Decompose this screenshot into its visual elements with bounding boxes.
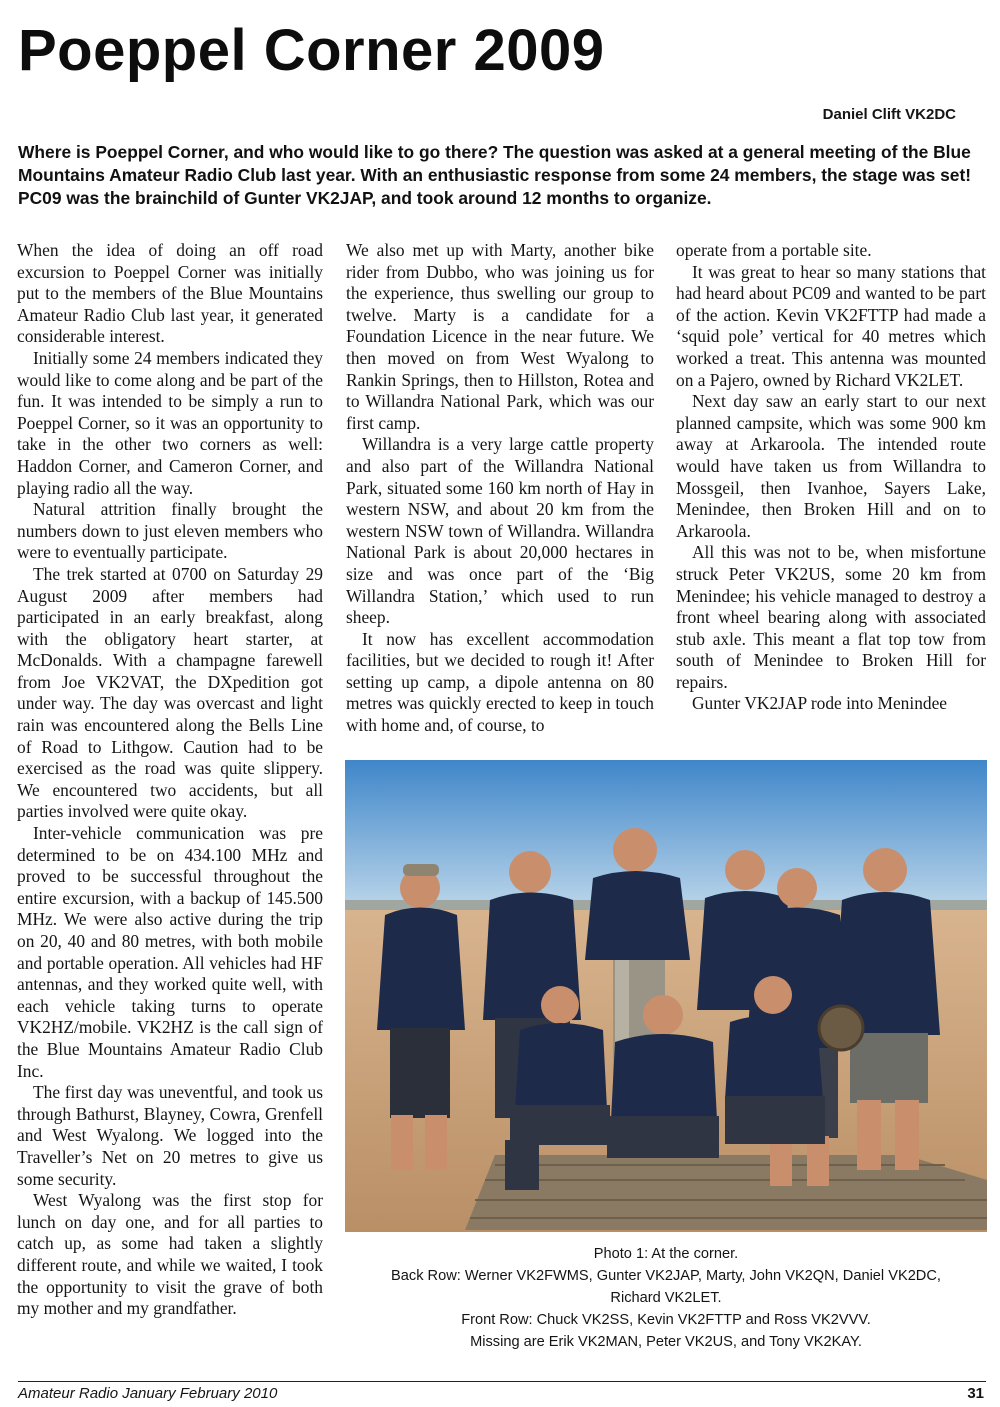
photo-caption xyxy=(345,1243,987,1353)
paragraph: We also met up with Marty, another bike rider from Dubbo, who was joining us for the experience, thus swelling our group to twelve. Marty is a candidate for a Foundation Licence in the near future. We then moved on from West Wyalong to Rankin Springs, then to Hillston, Rotea and to Willandra National Park, which was our first camp. xyxy=(346,240,654,433)
caption-line-3: Richard VK2LET. xyxy=(610,1290,722,1306)
article-title: Poeppel Corner 2009 xyxy=(18,18,605,83)
publication-name: Amateur Radio January February 2010 xyxy=(18,1385,278,1402)
paragraph: The trek started at 0700 on Saturday 29 August 2009 after members had participated in an early breakfast, along with the obligatory heart starter, at McDonalds. With a champagne farewell from Joe VK2VAT, the DXpedition got under way. The day was overcast and light rain was encountered along the Bells Line of Road to Lithgow. Caution had to be exercised as the road was quite slippery. We encountered two accidents, but all parties involved were quite okay. xyxy=(17,563,323,822)
paragraph: Natural attrition finally brought the numbers down to just eleven members who were to eventually participate. xyxy=(17,499,323,563)
page-number: 31 xyxy=(967,1385,984,1402)
held-hat xyxy=(819,1006,863,1050)
paragraph: All this was not to be, when misfortune struck Peter VK2US, some 20 km from Menindee; his vehicle managed to destroy a front wheel bearing along with associated stub axle. This meant a flat top tow from south of Menindee to Broken Hill for repairs. xyxy=(676,542,986,692)
footer-divider xyxy=(18,1381,986,1382)
paragraph: Initially some 24 members indicated they would like to come along and be part of the fun. It was intended to be simply a run to Poeppel Corner, so it was an opportunity to take in the other two corners as well: Haddon Corner, and Cameron Corner, and playing radio all the way. xyxy=(17,347,323,498)
caption-line-2: Back Row: Werner VK2FWMS, Gunter VK2JAP, Marty, John VK2QN, Daniel VK2DC, xyxy=(391,1268,941,1284)
paragraph: Gunter VK2JAP rode into Menindee xyxy=(692,693,948,714)
caption-line-4: Front Row: Chuck VK2SS, Kevin VK2FTTP and Ross VK2VVV. xyxy=(461,1312,871,1328)
text-column-2 xyxy=(346,240,654,737)
text-column-1 xyxy=(17,240,323,1320)
paragraph: Inter-vehicle communication was pre determined to be on 434.100 MHz and proved to be successful throughout the entire excursion, with a backup of 145.500 MHz. We were also active during the trip on 20, 40 and 80 metres, with both mobile and portable operation. All vehicles had HF antennas, and they worked quite well, with each vehicle taking turns to operate VK2HZ/mobile. VK2HZ is the call sign of the Blue Mountains Amateur Radio Club Inc. xyxy=(17,823,323,1081)
paragraph: It was great to hear so many stations that had heard about PC09 and wanted to be part of the action. Kevin VK2FTTP had made a ‘squid pole’ vertical for 40 metres which worked a treat. This antenna was mounted on a Pajero, owned by Richard VK2LET. xyxy=(676,261,986,390)
group-photo xyxy=(345,760,987,1232)
caption-line-5: Missing are Erik VK2MAN, Peter VK2US, and Tony VK2KAY. xyxy=(470,1334,862,1350)
paragraph: It now has excellent accommodation facilities, but we decided to rough it! After setting up camp, a dipole antenna on 80 metres was quickly erected to keep in touch with home and, of course, to xyxy=(346,628,654,736)
paragraph: Willandra is a very large cattle property and also part of the Willandra National Park, situated some 160 km north of Hay in western NSW, and about 20 km from the western NSW town of Willandra. Willandra National Park is about 20,000 hectares in size and was once part of the ‘Big Willandra Station,’ which used to run sheep. xyxy=(346,434,654,628)
paragraph: West Wyalong was the first stop for lunch on day one, and for all parties to catch up, as some had taken a slightly different route, and while we waited, I took the opportunity to visit the grave of both my mother and my grandfather. xyxy=(17,1190,323,1319)
paragraph: Next day saw an early start to our next planned campsite, which was some 900 km away at Arkaroola. The intended route would have taken us from Willandra to Mossgeil, then Ivanhoe, Sayers Lake, Menindee, then Broken Hill and on to Arkaroola. xyxy=(676,391,986,541)
paragraph: operate from a portable site. xyxy=(676,240,872,260)
paragraph: The first day was uneventful, and took us through Bathurst, Blayney, Cowra, Grenfell and West Wyalong. We logged into the Traveller’s Net on 20 metres to give us some security. xyxy=(17,1082,323,1189)
author-byline: Daniel Clift VK2DC xyxy=(822,106,956,123)
caption-line-1: Photo 1: At the corner. xyxy=(593,1246,739,1262)
paragraph: When the idea of doing an off road excursion to Poeppel Corner was initially put to the members of the Blue Mountains Amateur Radio Club last year, it generated considerable interest. xyxy=(17,240,323,347)
article-intro: Where is Poeppel Corner, and who would like to go there? The question was asked at a general meeting of the Blue Mountains Amateur Radio Club last year. With an enthusiastic response from some 24 members, the stage was set! PC09 was the brainchild of Gunter VK2JAP, and took around 12 months to organize. xyxy=(18,142,972,208)
text-column-3 xyxy=(676,240,986,715)
